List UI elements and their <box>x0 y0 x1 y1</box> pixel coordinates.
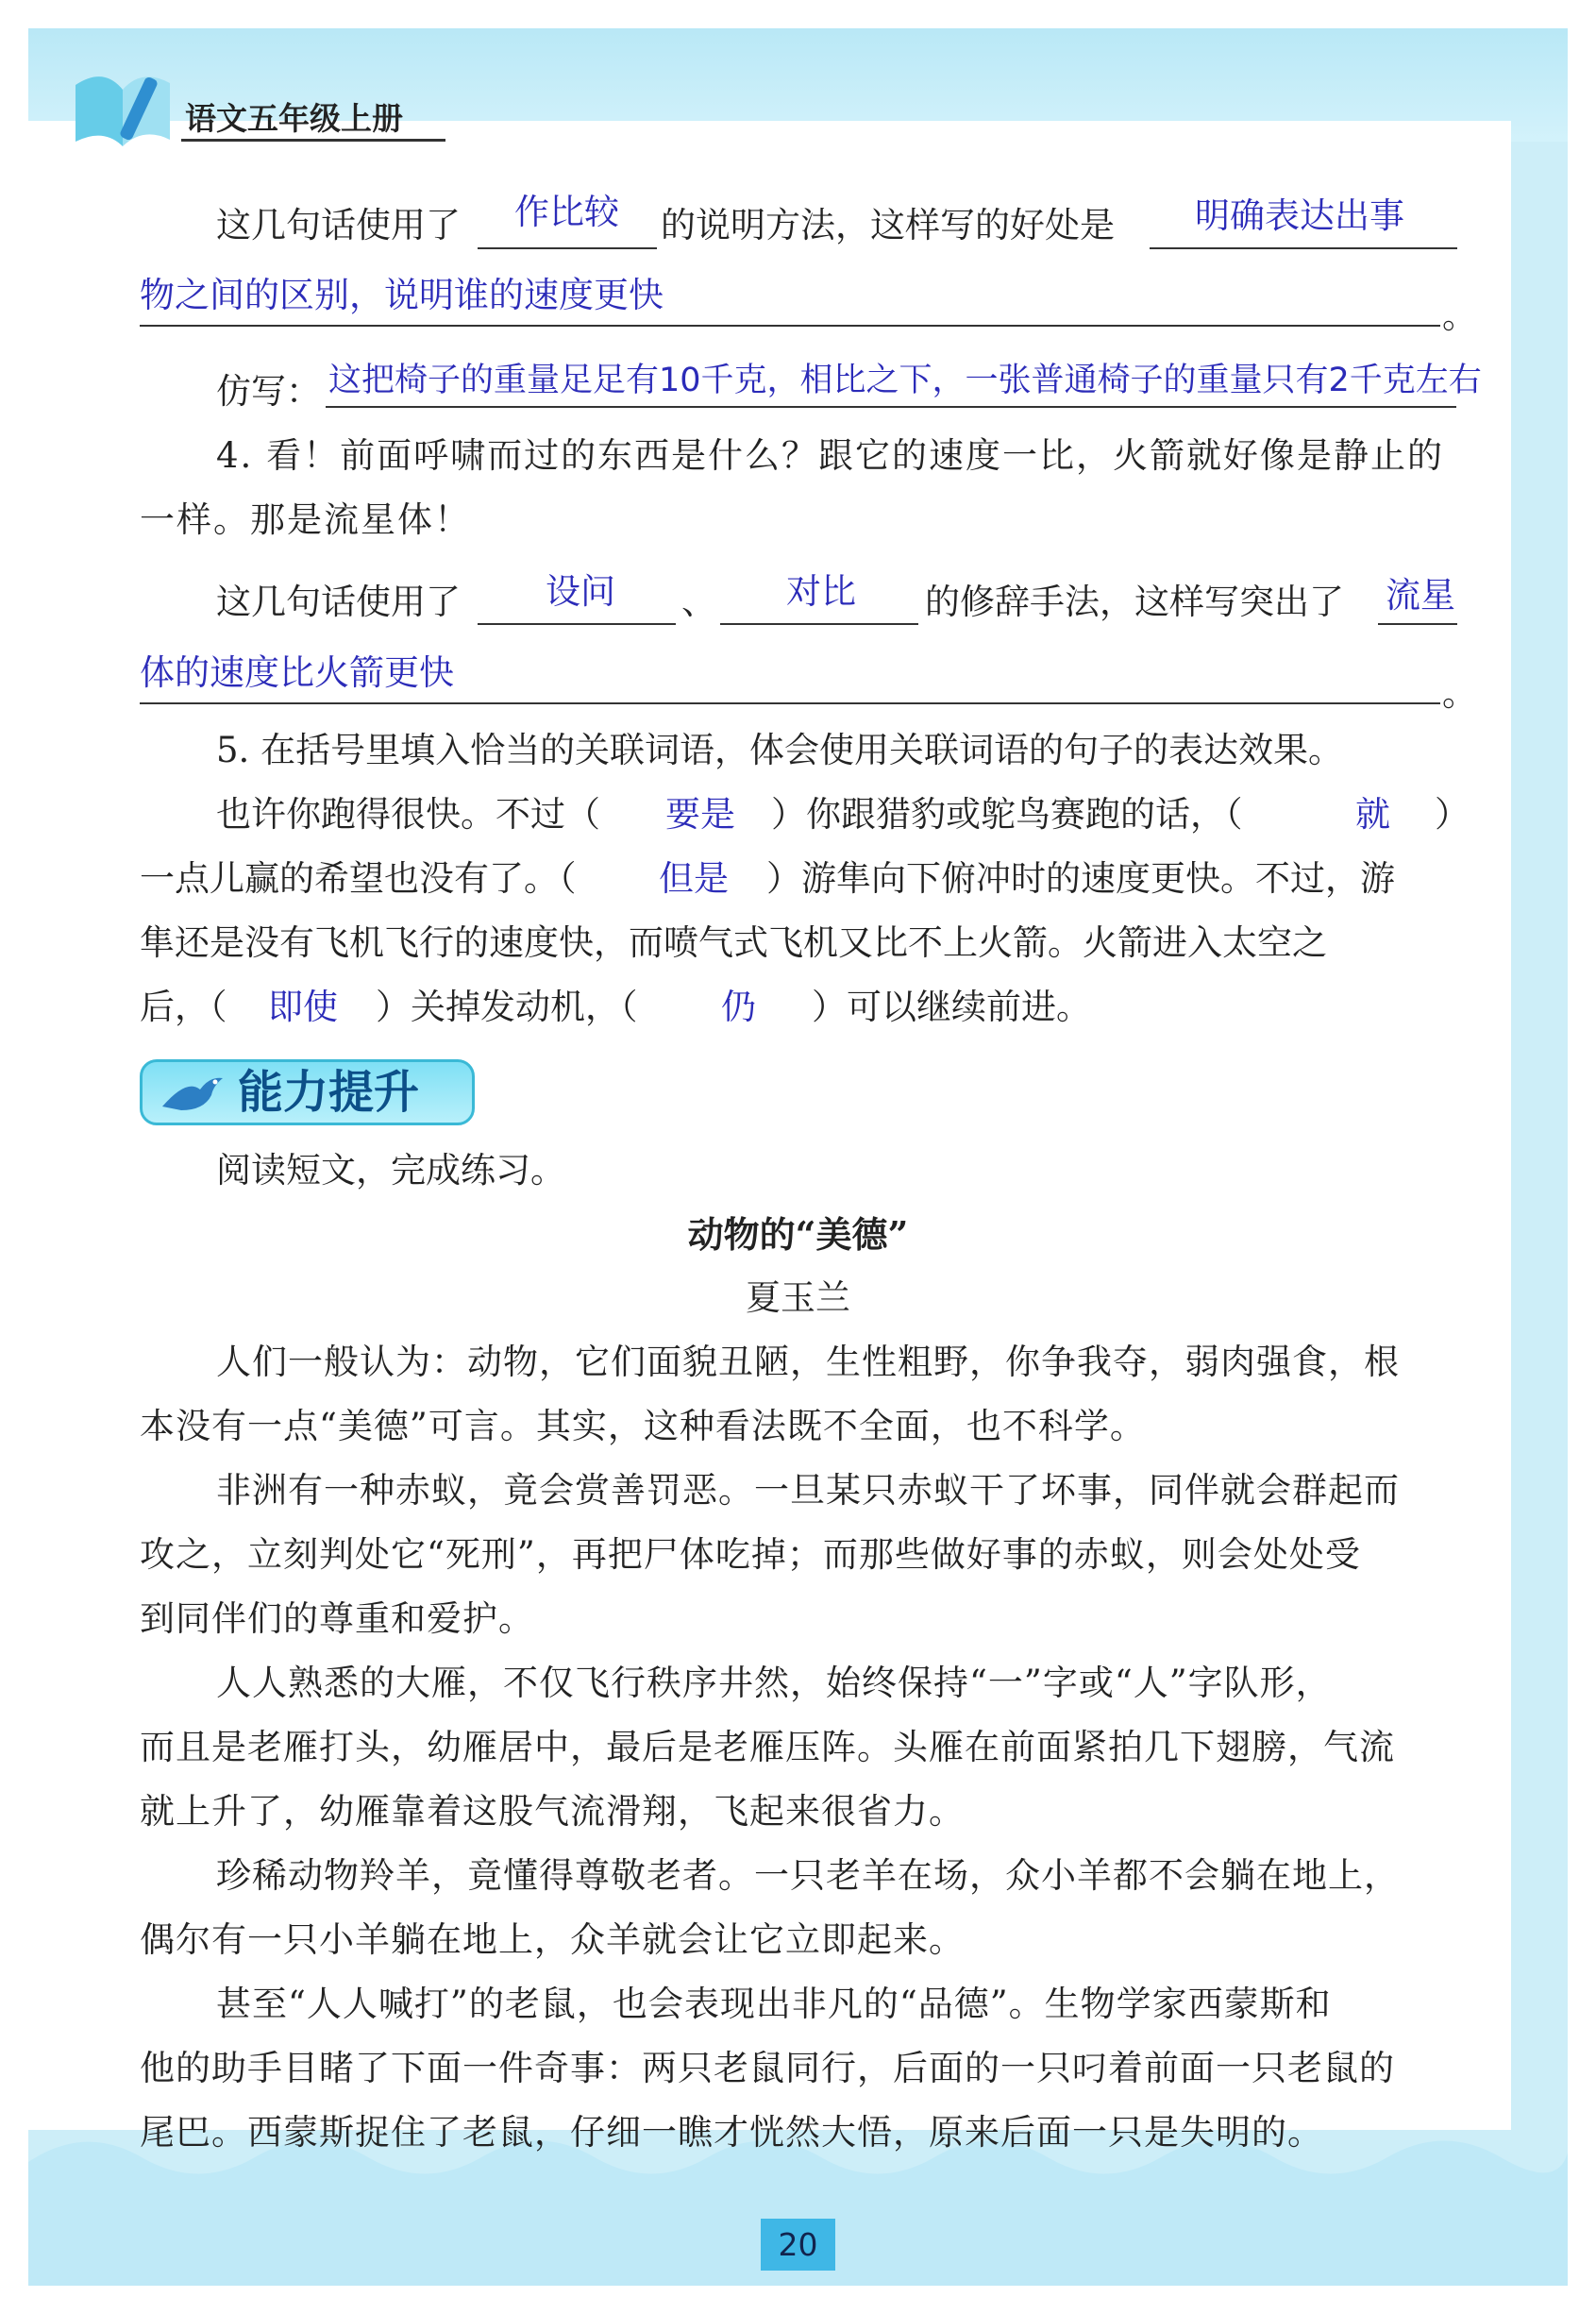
story-line: 非洲有一种赤蚁，竟会赏善罚恶。一旦某只赤蚁干了坏事，同伴就会群起而 <box>216 1470 1400 1511</box>
blank-underline <box>478 247 657 249</box>
header-underline <box>181 139 445 142</box>
blank-underline <box>140 702 1440 704</box>
story-line: 他的助手目睹了下面一件奇事：两只老鼠同行，后面的一只叼着前面一只老鼠的 <box>140 2048 1395 2088</box>
q5-l5-text-a: 后，（ <box>140 987 227 1027</box>
q5-l2-text-c: ） <box>1435 794 1470 835</box>
answer-conj-3: 但是 <box>659 858 729 899</box>
story-author: 夏玉兰 <box>746 1277 850 1318</box>
q4-line3-text-a: 这几句话使用了 <box>216 582 461 622</box>
q5-l2-text-a: 也许你跑得很快。不过（ <box>216 794 600 835</box>
separator: 、 <box>681 582 716 622</box>
q5-l2-text-b: ）你跟猎豹或鸵鸟赛跑的话，（ <box>771 794 1243 835</box>
q5-line1: 5. 在括号里填入恰当的关联词语，体会使用关联词语的句子的表达效果。 <box>216 730 1344 770</box>
blank-underline <box>1150 247 1457 249</box>
story-line: 人人熟悉的大雁，不仅飞行秩序井然，始终保持“一”字或“人”字队形， <box>216 1663 1332 1703</box>
story-line: 人们一般认为：动物，它们面貌丑陋，生性粗野，你争我夺，弱肉强食，根 <box>216 1342 1400 1382</box>
blank-underline <box>140 325 1440 327</box>
story-line: 而且是老雁打头，幼雁居中，最后是老雁压阵。头雁在前面紧拍几下翅膀，气流 <box>140 1727 1395 1767</box>
q5-l3-text-b: ）游隼向下俯冲时的速度更快。不过，游 <box>766 858 1395 899</box>
story-line: 就上升了，幼雁靠着这股气流滑翔，飞起来很省力。 <box>140 1791 965 1832</box>
blank-underline <box>478 623 676 625</box>
q5-l5-text-c: ）可以继续前进。 <box>812 987 1091 1027</box>
q5-l4: 隼还是没有飞机飞行的速度快，而喷气式飞机又比不上火箭。火箭进入太空之 <box>140 922 1327 963</box>
q5-l3-text-a: 一点儿赢的希望也没有了。（ <box>140 858 577 899</box>
story-line: 珍稀动物羚羊，竟懂得尊敬老者。一只老羊在场，众小羊都不会躺在地上， <box>216 1855 1400 1896</box>
answer-conj-5: 仍 <box>721 987 756 1027</box>
header-title: 语文五年级上册 <box>185 100 403 137</box>
q5-l5-text-b: ）关掉发动机，（ <box>376 987 638 1027</box>
bird-icon <box>159 1069 227 1118</box>
q4-line1: 4. 看！前面呼啸而过的东西是什么？跟它的速度一比，火箭就好像是静止的 <box>216 435 1445 476</box>
answer-rhetoric-2: 对比 <box>786 571 856 612</box>
blank-underline <box>326 406 1456 408</box>
q3-line1-text-b: 的说明方法，这样写的好处是 <box>661 205 1115 245</box>
blank-underline <box>1378 623 1457 625</box>
blank-underline <box>720 623 918 625</box>
answer-effect-1: 流星 <box>1386 575 1455 616</box>
story-line: 攻之，立刻判处它“死刑”，再把尸体吃掉；而那些做好事的赤蚁，则会处处受 <box>140 1534 1361 1575</box>
story-line: 甚至“人人喊打”的老鼠，也会表现出非凡的“品德”。生物学家西蒙斯和 <box>216 1984 1332 2024</box>
story-line: 本没有一点“美德”可言。其实，这种看法既不全面，也不科学。 <box>140 1406 1146 1446</box>
answer-imitate: 这把椅子的重量足足有10千克，相比之下，一张普通椅子的重量只有2千克左右 <box>328 362 1482 399</box>
section-banner-title: 能力提升 <box>238 1066 420 1119</box>
book-logo-icon <box>66 57 179 160</box>
story-title: 动物的“美德” <box>687 1213 909 1256</box>
story-line: 尾巴。西蒙斯捉住了老鼠，仔细一瞧才恍然大悟，原来后面一只是失明的。 <box>140 2112 1323 2153</box>
q4-line2: 一样。那是流星体！ <box>140 499 471 540</box>
answer-method: 作比较 <box>514 192 619 232</box>
answer-benefit-2: 物之间的区别，说明谁的速度更快 <box>140 275 664 315</box>
imitate-label: 仿写： <box>216 371 321 412</box>
answer-benefit-1: 明确表达出事 <box>1195 195 1404 236</box>
answer-conj-2: 就 <box>1355 794 1390 835</box>
reading-instruction: 阅读短文，完成练习。 <box>216 1150 565 1191</box>
story-line: 偶尔有一只小羊躺在地上，众羊就会让它立即起来。 <box>140 1919 965 1960</box>
period: 。 <box>1442 673 1477 714</box>
q3-line1-text-a: 这几句话使用了 <box>216 205 461 245</box>
page-number: 20 <box>778 2226 818 2263</box>
answer-conj-1: 要是 <box>665 794 735 835</box>
story-line: 到同伴们的尊重和爱护。 <box>140 1598 534 1639</box>
q4-line3-text-b: 的修辞手法，这样写突出了 <box>925 582 1344 622</box>
answer-conj-4: 即使 <box>268 987 338 1027</box>
answer-rhetoric-1: 设问 <box>546 571 615 612</box>
answer-effect-2: 体的速度比火箭更快 <box>140 652 454 693</box>
period: 。 <box>1442 296 1477 336</box>
